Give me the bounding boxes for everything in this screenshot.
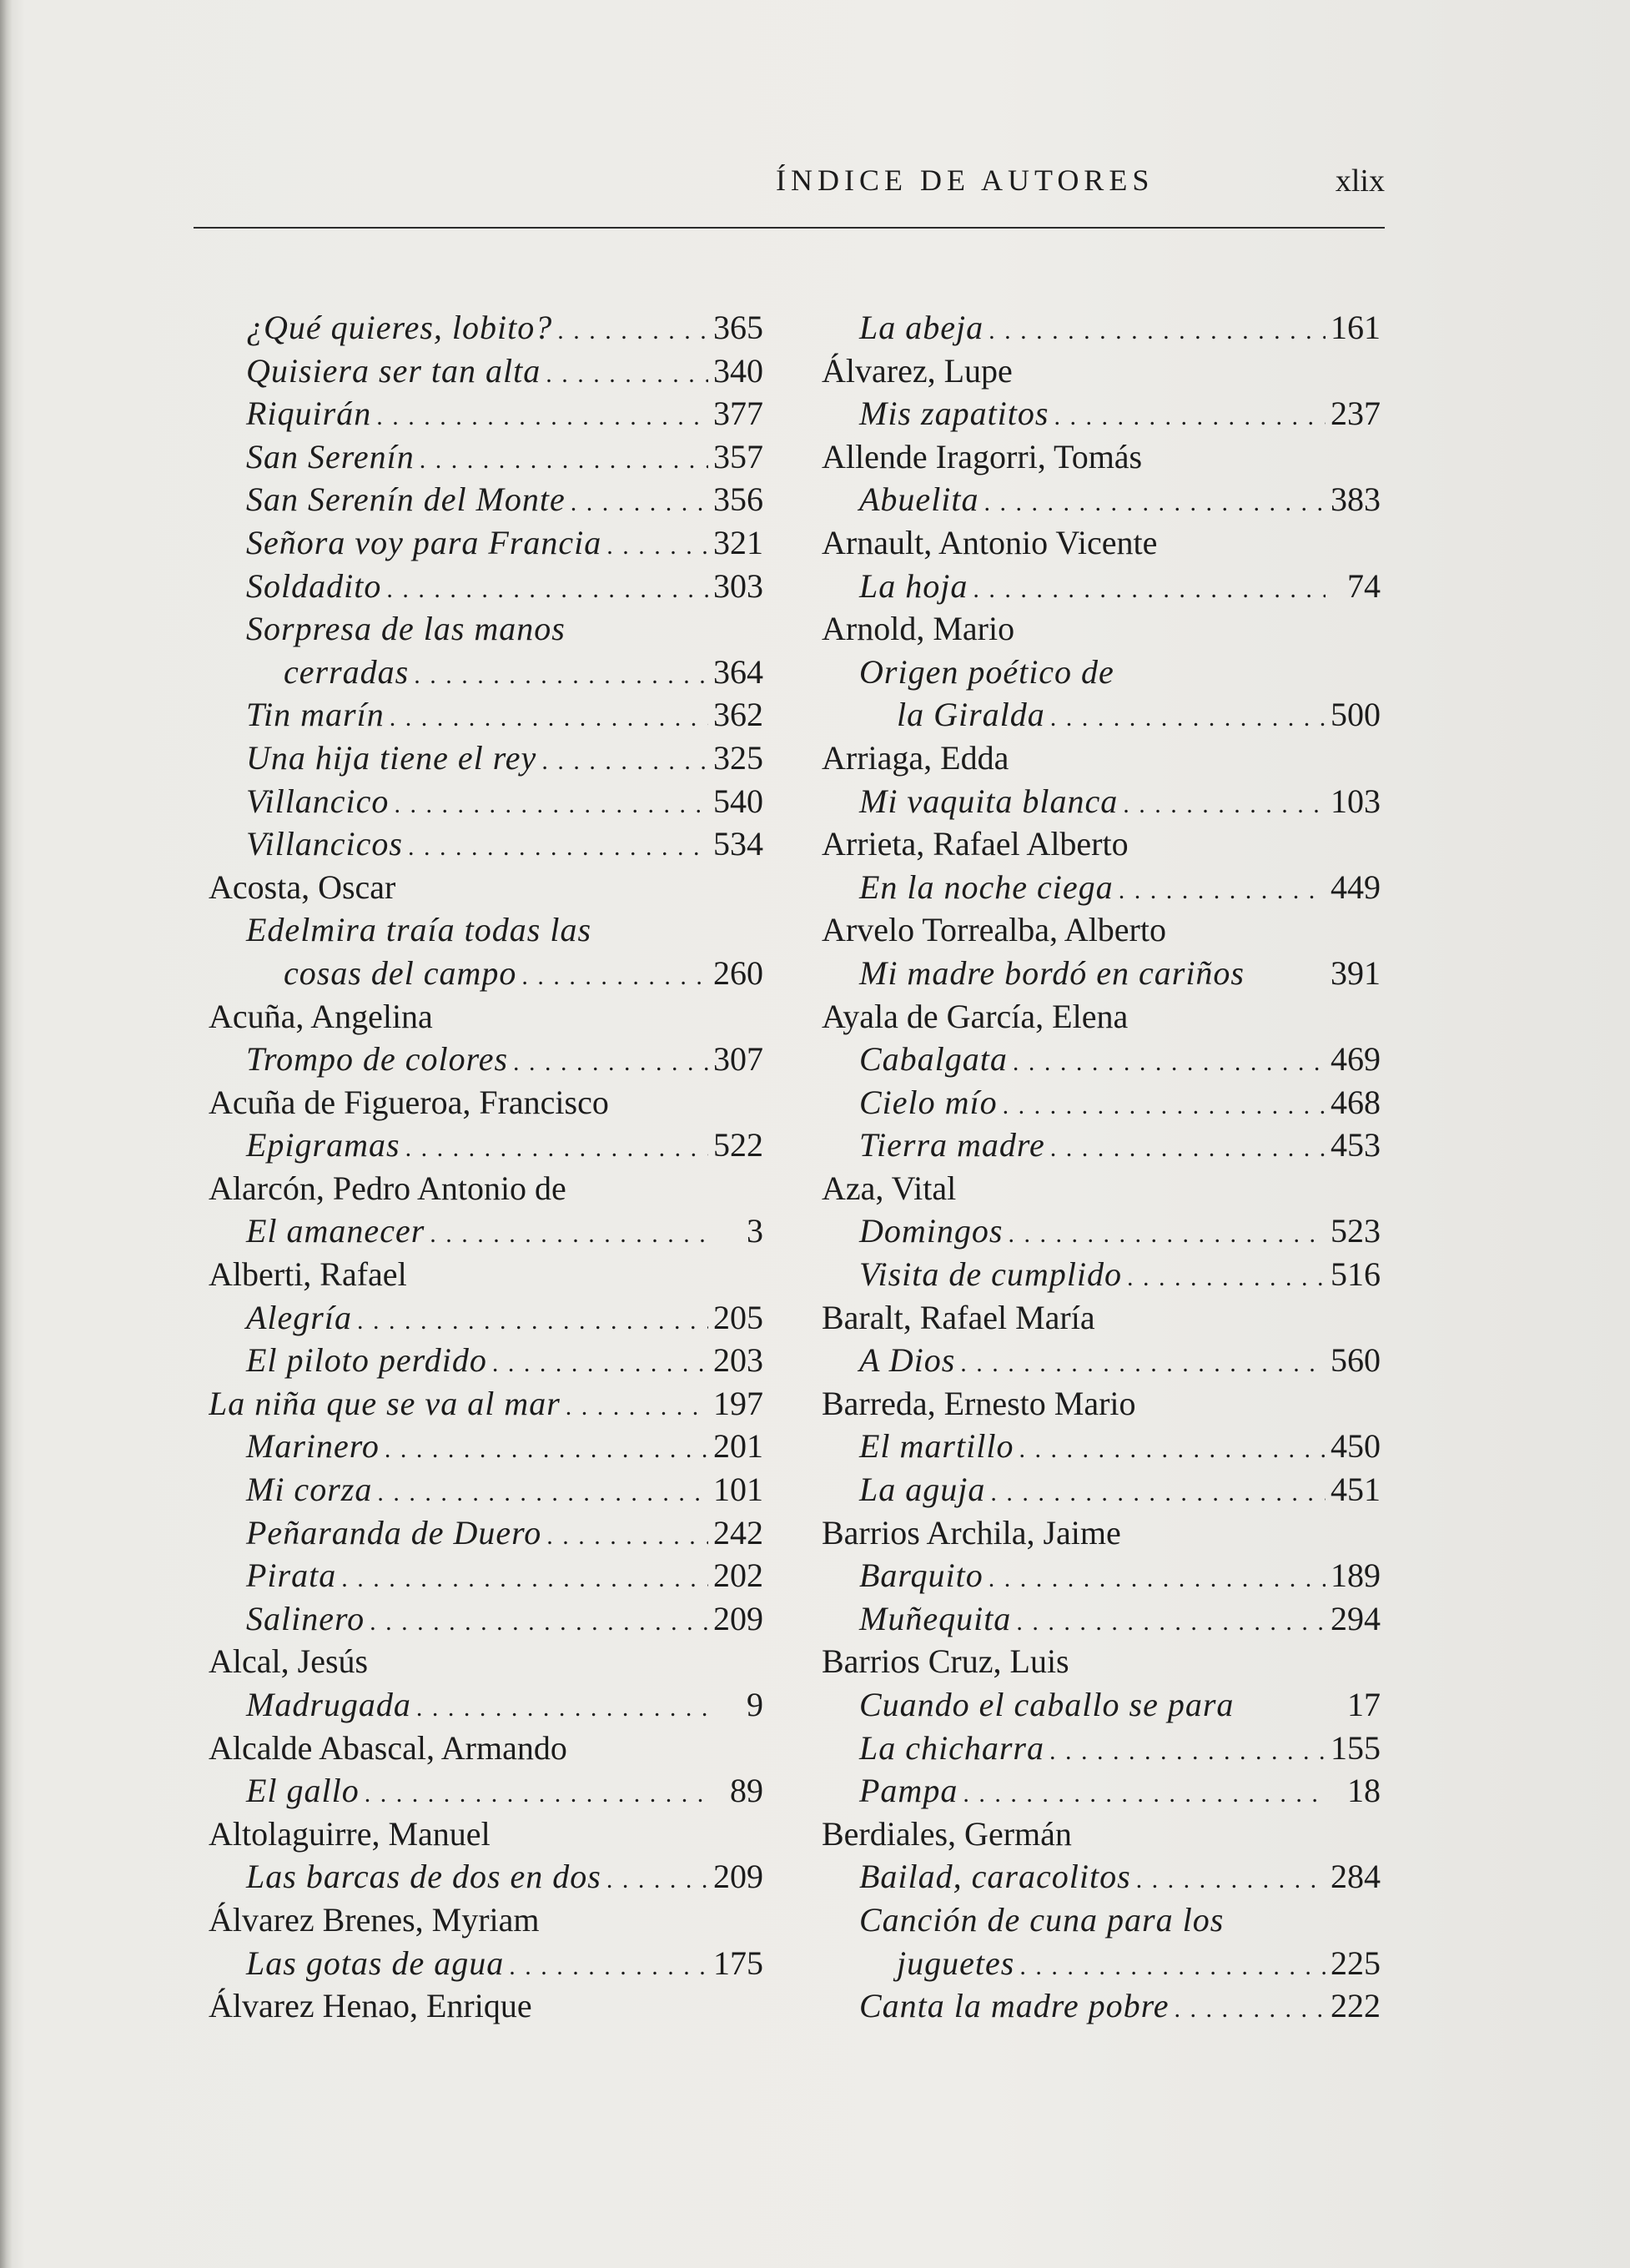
index-title-entry: [822, 1468, 1381, 1511]
index-title-entry: [822, 866, 1381, 909]
author-name: Ayala de García, Elena: [822, 997, 1129, 1035]
poem-title: Muñequita: [859, 1599, 1012, 1637]
index-author-entry: [822, 1167, 1381, 1210]
author-name: Alcalde Abascal, Armando: [209, 1728, 567, 1767]
index-author-entry: [822, 435, 1381, 479]
author-name: Arriaga, Edda: [822, 738, 1009, 777]
dot-leader: [405, 1124, 708, 1167]
dot-leader: [377, 1468, 708, 1511]
dot-leader: [606, 1855, 708, 1898]
index-title-entry: [822, 1683, 1381, 1727]
poem-title: Señora voy para Francia: [246, 523, 602, 561]
poem-title: Las barcas de dos en dos: [246, 1858, 601, 1896]
author-name: Álvarez Brenes, Myriam: [209, 1900, 540, 1939]
dot-leader: [989, 306, 1326, 350]
index-author-entry: [822, 1511, 1381, 1555]
dot-leader: [521, 952, 708, 995]
index-title-entry: [822, 1339, 1381, 1382]
entry-page-number: 453: [1331, 1126, 1381, 1164]
entry-page-number: 534: [713, 825, 763, 863]
author-name: Álvarez Henao, Enrique: [209, 1987, 532, 2025]
index-author-entry: [209, 866, 763, 909]
poem-title: la Giralda: [897, 696, 1045, 734]
index-title-entry: [209, 1209, 763, 1253]
poem-title: Cielo mío: [859, 1083, 998, 1121]
dot-leader: [414, 651, 708, 694]
index-title-entry: [209, 1769, 763, 1813]
dot-leader: [990, 1468, 1326, 1511]
dot-leader: [492, 1339, 708, 1382]
poem-title: Pirata: [246, 1556, 337, 1595]
dot-leader: [1049, 1727, 1326, 1770]
index-title-entry: [822, 693, 1381, 737]
entry-page-number: 202: [713, 1556, 763, 1595]
dot-leader: [1013, 1038, 1326, 1081]
index-title-entry: [822, 1081, 1381, 1124]
index-author-entry: [209, 1898, 763, 1942]
entry-page-number: 356: [713, 480, 763, 519]
author-name: Arnold, Mario: [822, 610, 1015, 648]
dot-leader: [1054, 392, 1326, 435]
dot-leader: [566, 1382, 708, 1426]
dot-leader: [408, 822, 708, 866]
index-author-entry: [209, 1727, 763, 1770]
entry-page-number: 500: [1331, 696, 1381, 734]
index-title-entry: [822, 1769, 1381, 1813]
index-title-entry: [209, 1511, 763, 1555]
poem-title: Marinero: [246, 1427, 380, 1466]
entry-page-number: 189: [1331, 1556, 1381, 1595]
poem-title: Tierra madre: [859, 1126, 1045, 1164]
poem-title: El amanecer: [246, 1212, 425, 1250]
entry-page-number: 284: [1331, 1858, 1381, 1896]
dot-leader: [960, 1339, 1326, 1382]
poem-title: Pampa: [859, 1772, 958, 1810]
entry-page-number: 209: [713, 1858, 763, 1896]
author-name: Arnault, Antonio Vicente: [822, 523, 1158, 561]
entry-page-number: 222: [1331, 1987, 1381, 2025]
index-author-entry: [209, 1167, 763, 1210]
index-title-entry: [822, 952, 1381, 995]
dot-leader: [606, 521, 708, 565]
poem-title: Mis zapatitos: [859, 395, 1049, 433]
page-number: xlix: [1335, 163, 1385, 199]
entry-page-number: 321: [713, 523, 763, 561]
entry-page-number: 242: [713, 1513, 763, 1551]
index-title-entry: [209, 435, 763, 479]
dot-leader: [341, 1554, 708, 1597]
index-title-entry: [209, 478, 763, 521]
poem-title: Origen poético de: [859, 652, 1114, 691]
index-title-entry: [822, 565, 1381, 608]
entry-page-number: 469: [1331, 1040, 1381, 1079]
entry-page-number: 391: [1331, 953, 1381, 992]
dot-leader: [385, 1425, 708, 1468]
index-title-entry: [209, 1683, 763, 1727]
author-name: Berdiales, Germán: [822, 1814, 1072, 1853]
index-title-entry: [209, 306, 763, 350]
entry-page-number: 155: [1331, 1728, 1381, 1767]
index-author-entry: [822, 607, 1381, 651]
index-title-entry: [209, 651, 763, 694]
index-title-entry: [822, 1209, 1381, 1253]
index-author-entry: [822, 908, 1381, 952]
poem-title: Villancico: [246, 782, 390, 820]
author-name: Acuña, Angelina: [209, 997, 433, 1035]
poem-title: Alegría: [246, 1298, 352, 1336]
index-title-entry: [822, 780, 1381, 823]
index-title-entry: [209, 607, 763, 651]
entry-page-number: 18: [1347, 1772, 1381, 1810]
entry-page-number: 340: [713, 351, 763, 390]
index-title-entry: [209, 822, 763, 866]
poem-title: Sorpresa de las manos: [246, 610, 566, 648]
index-title-entry: [209, 1296, 763, 1340]
index-title-entry: [209, 1382, 763, 1426]
dot-leader: [1003, 1081, 1326, 1124]
entry-page-number: 357: [713, 437, 763, 475]
poem-title: San Serenín del Monte: [246, 480, 566, 519]
dot-leader: [973, 565, 1326, 608]
index-title-entry: [209, 1468, 763, 1511]
entry-page-number: 449: [1331, 867, 1381, 906]
entry-page-number: 303: [713, 566, 763, 605]
index-title-entry: [822, 1942, 1381, 1985]
entry-page-number: 237: [1331, 395, 1381, 433]
poem-title: Soldadito: [246, 566, 382, 605]
dot-leader: [430, 1209, 708, 1253]
dot-leader: [390, 693, 708, 737]
index-title-entry: [209, 1855, 763, 1898]
index-author-entry: [209, 1081, 763, 1124]
poem-title: cosas del campo: [284, 953, 517, 992]
index-title-entry: [209, 693, 763, 737]
dot-leader: [541, 737, 708, 780]
author-name: Barrios Archila, Jaime: [822, 1513, 1121, 1551]
entry-page-number: 294: [1331, 1599, 1381, 1637]
poem-title: El gallo: [246, 1772, 360, 1810]
index-title-entry: [209, 1339, 763, 1382]
author-name: Acosta, Oscar: [209, 867, 396, 906]
index-title-entry: [822, 306, 1381, 350]
index-title-entry: [209, 1425, 763, 1468]
index-title-entry: [209, 737, 763, 780]
poem-title: Cabalgata: [859, 1040, 1008, 1079]
author-name: Álvarez, Lupe: [822, 351, 1013, 390]
dot-leader: [357, 1296, 708, 1340]
dot-leader: [1050, 693, 1326, 737]
header-rule: [194, 227, 1385, 229]
index-title-entry: [209, 908, 763, 952]
poem-title: San Serenín: [246, 437, 415, 475]
author-name: Barrios Cruz, Luis: [822, 1642, 1069, 1681]
entry-page-number: 9: [747, 1686, 763, 1723]
entry-page-number: 74: [1347, 566, 1381, 605]
author-name: Aza, Vital: [822, 1169, 957, 1207]
poem-title: La hoja: [859, 566, 968, 605]
index-title-entry: [822, 1038, 1381, 1081]
entry-page-number: 101: [713, 1471, 763, 1509]
author-name: Barreda, Ernesto Mario: [822, 1384, 1136, 1422]
dot-leader: [394, 780, 708, 823]
dot-leader: [1136, 1855, 1326, 1898]
entry-page-number: 362: [713, 696, 763, 734]
poem-title: Quisiera ser tan alta: [246, 351, 541, 390]
index-author-entry: [822, 737, 1381, 780]
index-title-entry: [822, 1855, 1381, 1898]
author-name: Altolaguirre, Manuel: [209, 1814, 491, 1853]
poem-title: Canta la madre pobre: [859, 1987, 1170, 2025]
index-title-entry: [209, 1554, 763, 1597]
poem-title: Las gotas de agua: [246, 1944, 505, 1982]
poem-title: El piloto perdido: [246, 1341, 487, 1380]
index-author-entry: [822, 1382, 1381, 1426]
page-binding-edge: [0, 0, 12, 2268]
entry-page-number: 175: [713, 1944, 763, 1982]
poem-title: Madrugada: [246, 1686, 411, 1723]
entry-page-number: 205: [713, 1298, 763, 1336]
entry-page-number: 89: [730, 1772, 763, 1810]
index-title-entry: [209, 1597, 763, 1641]
entry-page-number: 225: [1331, 1944, 1381, 1982]
author-name: Alarcón, Pedro Antonio de: [209, 1169, 566, 1207]
entry-page-number: 197: [713, 1384, 763, 1422]
index-title-entry: [209, 952, 763, 995]
dot-leader: [370, 1597, 708, 1641]
index-author-entry: [209, 1253, 763, 1296]
index-title-entry: [822, 392, 1381, 435]
dot-leader: [989, 1554, 1326, 1597]
index-author-entry: [822, 1296, 1381, 1340]
index-title-entry: [209, 521, 763, 565]
author-name: Acuña de Figueroa, Francisco: [209, 1083, 609, 1121]
dot-leader: [416, 1683, 708, 1727]
index-column-left: [209, 306, 763, 2028]
entry-page-number: 201: [713, 1427, 763, 1466]
entry-page-number: 540: [713, 782, 763, 820]
entry-page-number: 103: [1331, 782, 1381, 820]
index-title-entry: [822, 1425, 1381, 1468]
poem-title: Domingos: [859, 1212, 1004, 1250]
entry-page-number: 383: [1331, 480, 1381, 519]
index-author-entry: [822, 1813, 1381, 1856]
dot-leader: [509, 1942, 708, 1985]
poem-title: La niña que se va al mar: [209, 1384, 561, 1422]
dot-leader: [571, 478, 708, 521]
dot-leader: [365, 1769, 708, 1813]
entry-page-number: 364: [713, 652, 763, 691]
poem-title: A Dios: [859, 1341, 956, 1380]
poem-title: Una hija tiene el rey: [246, 738, 537, 777]
author-name: Allende Iragorri, Tomás: [822, 437, 1143, 475]
poem-title: cerradas: [284, 652, 410, 691]
entry-page-number: 325: [713, 738, 763, 777]
entry-page-number: 209: [713, 1599, 763, 1637]
entry-page-number: 203: [713, 1341, 763, 1380]
poem-title: Epigramas: [246, 1126, 400, 1164]
dot-leader: [1123, 780, 1326, 823]
poem-title: Mi madre bordó en cariños: [859, 953, 1245, 992]
index-column-right: [822, 306, 1381, 2028]
entry-page-number: 451: [1331, 1471, 1381, 1509]
dot-leader: [546, 350, 708, 393]
poem-title: Tin marín: [246, 696, 385, 734]
poem-title: Salinero: [246, 1599, 365, 1637]
index-title-entry: [209, 1942, 763, 1985]
poem-title: Canción de cuna para los: [859, 1900, 1225, 1939]
author-name: Arrieta, Rafael Alberto: [822, 825, 1129, 863]
poem-title: Bailad, caracolitos: [859, 1858, 1131, 1896]
dot-leader: [984, 478, 1326, 521]
author-name: Baralt, Rafael María: [822, 1298, 1095, 1336]
running-head: ÍNDICE DE AUTORES: [776, 163, 1155, 197]
index-title-entry: [209, 350, 763, 393]
index-author-entry: [209, 1813, 763, 1856]
index-author-entry: [822, 1640, 1381, 1683]
poem-title: La abeja: [859, 309, 984, 346]
entry-page-number: 522: [713, 1126, 763, 1164]
dot-leader: [1008, 1209, 1326, 1253]
poem-title: La chicharra: [859, 1728, 1044, 1767]
dot-leader: [1119, 866, 1326, 909]
poem-title: Edelmira traía todas las: [246, 911, 592, 949]
index-author-entry: [822, 350, 1381, 393]
page-header: [192, 163, 1385, 213]
poem-title: Mi corza: [246, 1471, 373, 1509]
index-title-entry: [209, 392, 763, 435]
poem-title: Visita de cumplido: [859, 1255, 1122, 1294]
dot-leader: [386, 565, 708, 608]
poem-title: La aguja: [859, 1471, 986, 1509]
index-title-entry: [822, 1898, 1381, 1942]
dot-leader: [1019, 1942, 1326, 1985]
index-title-entry: [822, 1597, 1381, 1641]
index-title-entry: [822, 1727, 1381, 1770]
entry-page-number: 450: [1331, 1427, 1381, 1466]
entry-page-number: 468: [1331, 1083, 1381, 1121]
entry-page-number: 161: [1331, 309, 1381, 346]
index-title-entry: [822, 478, 1381, 521]
poem-title: Barquito: [859, 1556, 984, 1595]
index-title-entry: [209, 1124, 763, 1167]
index-title-entry: [822, 1253, 1381, 1296]
index-author-entry: [822, 521, 1381, 565]
index-title-entry: [209, 565, 763, 608]
poem-title: juguetes: [897, 1944, 1015, 1982]
poem-title: Mi vaquita blanca: [859, 782, 1119, 820]
author-name: Alcal, Jesús: [209, 1642, 369, 1681]
poem-title: En la noche ciega: [859, 867, 1114, 906]
poem-title: Abuelita: [859, 480, 979, 519]
entry-page-number: 260: [713, 953, 763, 992]
dot-leader: [1050, 1124, 1326, 1167]
dot-leader: [376, 392, 708, 435]
index-title-entry: [822, 1124, 1381, 1167]
index-author-entry: [209, 1984, 763, 2028]
author-name: Arvelo Torrealba, Alberto: [822, 911, 1166, 949]
dot-leader: [420, 435, 708, 479]
index-title-entry: [822, 1554, 1381, 1597]
index-author-entry: [209, 995, 763, 1038]
dot-leader: [1127, 1253, 1326, 1296]
index-author-entry: [822, 995, 1381, 1038]
entry-page-number: 365: [713, 309, 763, 346]
index-title-entry: [209, 1038, 763, 1081]
index-title-entry: [822, 651, 1381, 694]
entry-page-number: 377: [713, 395, 763, 433]
poem-title: Riquirán: [246, 395, 372, 433]
poem-title: Trompo de colores: [246, 1040, 509, 1079]
poem-title: Cuando el caballo se para: [859, 1686, 1235, 1723]
entry-page-number: 523: [1331, 1212, 1381, 1250]
entry-page-number: 17: [1347, 1686, 1381, 1723]
author-name: Alberti, Rafael: [209, 1255, 407, 1294]
poem-title: El martillo: [859, 1427, 1014, 1466]
index-author-entry: [822, 822, 1381, 866]
dot-leader: [1016, 1597, 1326, 1641]
index-author-entry: [209, 1640, 763, 1683]
entry-page-number: 560: [1331, 1341, 1381, 1380]
dot-leader: [546, 1511, 708, 1555]
entry-page-number: 3: [747, 1212, 763, 1250]
entry-page-number: 516: [1331, 1255, 1381, 1294]
poem-title: ¿Qué quieres, lobito?: [246, 309, 553, 346]
dot-leader: [963, 1769, 1326, 1813]
entry-page-number: 307: [713, 1040, 763, 1079]
poem-title: Villancicos: [246, 825, 403, 863]
index-title-entry: [209, 780, 763, 823]
dot-leader: [513, 1038, 708, 1081]
dot-leader: [1174, 1984, 1326, 2028]
index-title-entry: [822, 1984, 1381, 2028]
poem-title: Peñaranda de Duero: [246, 1513, 542, 1551]
dot-leader: [1019, 1425, 1326, 1468]
dot-leader: [557, 306, 708, 350]
